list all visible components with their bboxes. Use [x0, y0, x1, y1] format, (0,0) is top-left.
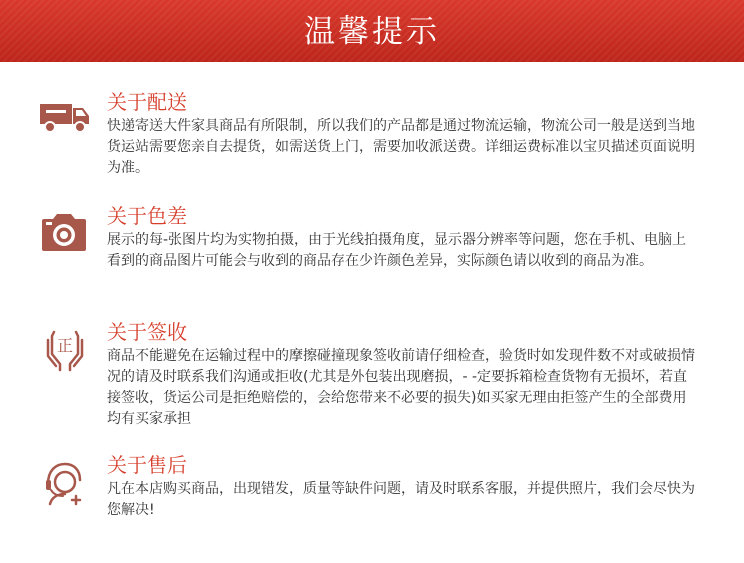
section-text-delivery: 快递寄送大件家具商品有所限制，所以我们的产品都是通过物流运输，物流公司一般是送到当地货运站需要您亲自去提货，如需送货上门，需要加收派送费。详细运费标准以宝贝描述页面说明为准。: [107, 118, 695, 176]
hands-sign-icon-text: 正: [56, 336, 74, 355]
title-banner: [0, 0, 744, 62]
section-title-aftersales: 关于售后: [107, 453, 187, 477]
customer-service-icon: [38, 460, 92, 506]
section-text-signoff: 商品不能避免在运输过程中的摩擦碰撞现象签收前请仔细检查，验货时如发现件数不对或破损情况的请及时联系我们沟通或拒收(尤其是外包装出现磨损，- -定要拆箱检查货物有无损坏，若直接签收，货运公司是拒绝赔偿的，会给您带来不必要的损失)如买家无理由拒签产生的全部费用均有买家承担: [107, 348, 695, 427]
section-text-color: 展示的每-张图片均为实物拍摄，由于光线拍摄角度，显示器分辨率等问题，您在手机、电脑上看到的商品图片可能会与收到的商品存在少许颜色差异，实际颜色请以收到的商品为准。: [107, 232, 687, 269]
camera-icon: [38, 212, 92, 258]
delivery-truck-icon: [38, 98, 92, 144]
hands-sign-icon: [38, 326, 92, 372]
section-title-signoff: 关于签收: [107, 320, 187, 344]
section-title-color: 关于色差: [107, 204, 187, 228]
banner-title: 温馨提示: [304, 14, 440, 50]
section-title-delivery: 关于配送: [107, 90, 187, 114]
section-text-aftersales: 凡在本店购买商品，出现错发，质量等缺件问题，请及时联系客服，并提供照片，我们会尽快为您解决!: [107, 481, 695, 518]
